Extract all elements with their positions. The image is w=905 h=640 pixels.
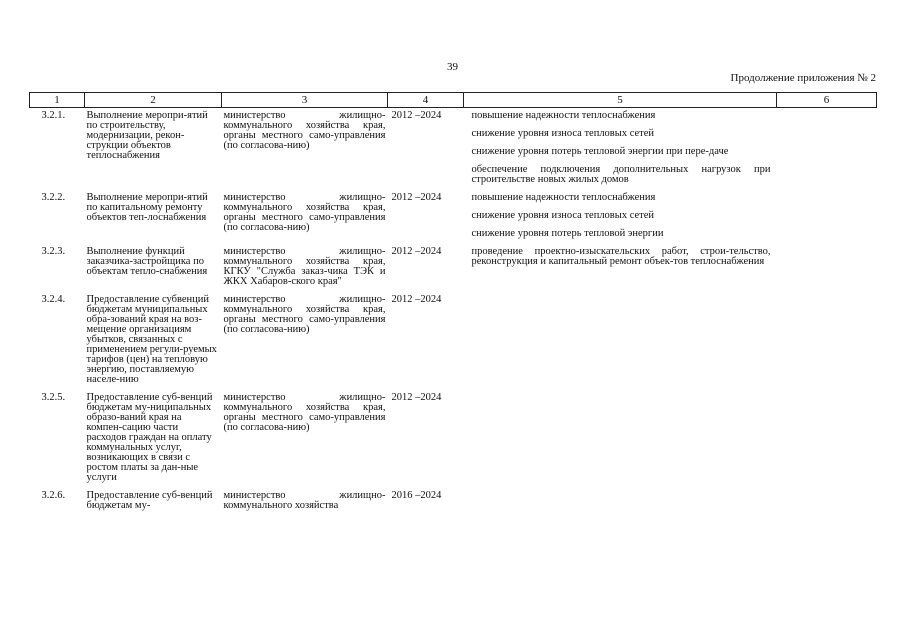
table-row — [30, 190, 877, 244]
table-row — [30, 108, 877, 191]
table-header-row — [30, 93, 877, 108]
measure-note — [777, 488, 877, 516]
measure-name: Предоставление суб-венций бюджетам му-ниципальных образо-ваний края на компен-сацию части расходов граждан на оплату коммунальных услуг, возникающих в связи с ростом платы за дан-ные услуги — [86, 392, 213, 483]
measure-results — [464, 292, 777, 390]
table-row — [30, 244, 877, 292]
result-item: обеспечение подключения дополнительных нагрузок при строительстве новых жилых домов — [471, 164, 771, 185]
measure-results — [464, 488, 777, 516]
page-number: 39 — [447, 61, 458, 73]
header-col-5: 5 — [464, 93, 777, 108]
measure-name: Выполнение меропри-ятий по капитальному ремонту объектов теп-лоснабжения — [86, 192, 208, 223]
result-item: повышение надежности теплоснабжения — [471, 192, 656, 203]
result-item: снижение уровня износа тепловых сетей — [471, 128, 655, 139]
measure-number: 3.2.6. — [41, 490, 66, 501]
measure-period: 2012 –2024 — [391, 110, 442, 121]
measure-results — [464, 190, 777, 244]
measure-period: 2012 –2024 — [391, 192, 442, 203]
measure-number: 3.2.1. — [41, 110, 66, 121]
measure-results — [464, 108, 777, 191]
measure-executor: министерство жилищно-коммунального хозяйства края, КГКУ "Служба заказ-чика ТЭК и ЖКХ Хабаров-ского края" — [223, 246, 386, 287]
measure-name: Предоставление суб-венций бюджетам му- — [86, 490, 213, 511]
header-col-3: 3 — [222, 93, 388, 108]
header-col-2: 2 — [85, 93, 222, 108]
table-row — [30, 390, 877, 488]
table-row — [30, 488, 877, 516]
result-item: повышение надежности теплоснабжения — [471, 110, 656, 121]
appendix-continuation-label: Продолжение приложения № 2 — [730, 72, 876, 84]
measure-results — [464, 390, 777, 488]
result-item: снижение уровня потерь тепловой энергии — [471, 228, 664, 239]
measure-number: 3.2.2. — [41, 192, 66, 203]
measure-executor: министерство жилищно-коммунального хозяйства — [223, 490, 386, 511]
result-item: снижение уровня потерь тепловой энергии при пере-даче — [471, 146, 729, 157]
program-measures-table — [29, 92, 877, 516]
result-item: снижение уровня износа тепловых сетей — [471, 210, 655, 221]
header-col-1: 1 — [30, 93, 85, 108]
measure-note — [777, 108, 877, 191]
measure-period: 2012 –2024 — [391, 392, 442, 403]
measure-results — [464, 244, 777, 292]
measure-period: 2016 –2024 — [391, 490, 442, 501]
measure-period: 2012 –2024 — [391, 246, 442, 257]
table-row — [30, 292, 877, 390]
measure-number: 3.2.4. — [41, 294, 66, 305]
measure-note — [777, 390, 877, 488]
header-col-6: 6 — [777, 93, 877, 108]
measure-note — [777, 244, 877, 292]
measure-period: 2012 –2024 — [391, 294, 442, 305]
measure-note — [777, 292, 877, 390]
measure-executor: министерство жилищно-коммунального хозяйства края, органы местного само-управления (по согласова-нию) — [223, 294, 386, 335]
measure-number: 3.2.3. — [41, 246, 66, 257]
measure-name: Выполнение меропри-ятий по строительству, модернизации, рекон-струкции объектов теплоснабжения — [86, 110, 208, 161]
measure-executor: министерство жилищно-коммунального хозяйства края, органы местного само-управления (по согласова-нию) — [223, 192, 386, 233]
result-item: проведение проектно-изыскательских работ, строи-тельство, реконструкция и капитальный ремонт объек-тов теплоснабжения — [471, 246, 771, 267]
measure-name: Выполнение функций заказчика-застройщика по объектам тепло-снабжения — [86, 246, 208, 277]
measure-executor: министерство жилищно-коммунального хозяйства края, органы местного само-управления (по согласова-нию) — [223, 392, 386, 433]
measure-name: Предоставление субвенций бюджетам муниципальных обра-зований края на воз-мещение организациям убытков, связанных с применением регули-руемых тарифов (цен) на тепловую энергию, поставляемую населе-нию — [86, 294, 217, 385]
header-col-4: 4 — [388, 93, 464, 108]
measure-note — [777, 190, 877, 244]
measure-number: 3.2.5. — [41, 392, 66, 403]
measure-executor: министерство жилищно-коммунального хозяйства края, органы местного само-управления (по согласова-нию) — [223, 110, 386, 151]
